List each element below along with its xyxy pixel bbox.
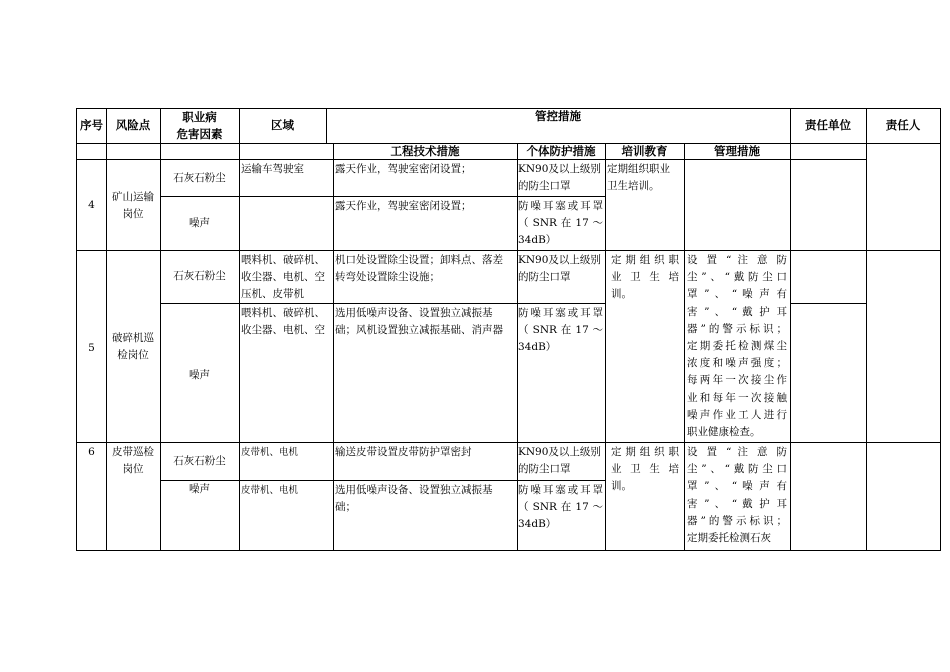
row-6-mgmt-line: 害 ” 、 “ 戴 护 耳 (687, 497, 787, 510)
row-5-risk-point: 破碎机巡 检岗位 (112, 332, 154, 361)
row-5-mgmt-line: 器”的警示标识； (687, 322, 787, 335)
row-4-eng-noise: 露天作业，驾驶室密闭设置； (335, 200, 472, 212)
header-person: 责任人 (885, 118, 921, 132)
row-6-hazard-noise: 噪声 (189, 483, 210, 495)
row-4-area-dust: 运输车驾驶室 (241, 163, 304, 175)
row-4-risk-point: 矿山运输 岗位 (112, 191, 154, 220)
row-5-training-line: 定期组织职 (611, 254, 679, 266)
row-5-ppe-noise-line: 34dB） (518, 341, 557, 354)
row-5-area-noise: 喂料机、破碎机、 收尘器、电机、空 (241, 307, 325, 336)
row-5-mgmt-line: 噪声作业工人进行 (687, 408, 787, 421)
row-5-mgmt-line: 职业健康检查。 (687, 426, 761, 439)
row-4-ppe-dust: KN90及以上级别 的防尘口罩 (518, 163, 601, 192)
row-6-mgmt (687, 444, 787, 547)
row-4-bottom-rule (76, 250, 941, 251)
row-4-ppe-noise (518, 198, 603, 250)
row-6-ppe-noise-line: 34dB） (518, 518, 557, 531)
row-6-mgmt-line: 定期委托检测石灰 (687, 532, 771, 545)
row-4-seq: 4 (88, 199, 95, 211)
row-5-mgmt-line: 浓度和噪声强度； (687, 357, 787, 370)
row-4-ppe-noise-line: 防噪耳塞或耳罩 (518, 200, 603, 212)
row-6-seq: 6 (88, 446, 95, 458)
row-6-area-noise: 皮带机、电机 (241, 485, 299, 496)
row-5-ppe-noise (518, 305, 603, 357)
row-5-mgmt (687, 252, 787, 441)
row-5-training-line: 业 卫 生 培 (611, 271, 679, 284)
row-5-unit-rule (790, 303, 866, 304)
row-5-mgmt-line: 设 置 “ 注 意 防 (687, 254, 787, 266)
header-hazard: 职业病 危害因素 (176, 110, 223, 141)
row-6-mgmt-line: 尘”、“戴防尘口 (687, 463, 787, 476)
row-5-mgmt-line: 害 ” 、 “ 戴 护 耳 (687, 305, 787, 318)
col-rule-area (333, 143, 334, 551)
row-5-mgmt-line: 定期委托检测煤尘 (687, 340, 787, 353)
row-6-mgmt-line: 器”的警示标识； (687, 514, 787, 527)
row-6-ppe-noise-line: （ SNR 在 17 ～ (518, 501, 603, 514)
header-control: 管控措施 (535, 109, 581, 123)
row-6-mgmt-line: 设 置 “ 注 意 防 (687, 446, 787, 458)
table-border-left (76, 108, 77, 551)
row-5-inner-rule (160, 303, 605, 304)
row-6-ppe-noise-line: 防噪耳塞或耳罩 (518, 484, 603, 496)
row-4-hazard-dust: 石灰石粉尘 (173, 172, 226, 184)
table-border-right (940, 108, 941, 551)
header-seq: 序号 (80, 118, 103, 132)
row-5-training-line: 训。 (611, 288, 632, 301)
col-rule-ppe (605, 143, 606, 551)
subheader-training: 培训教育 (621, 144, 668, 158)
subheader-mgmt: 管理措施 (714, 144, 760, 158)
row-4-training: 定期组织职业 卫生培训。 (607, 163, 670, 192)
row-6-eng-noise: 选用低噪声设备、设置独立减振基 础； (335, 484, 493, 513)
row-6-hazard-dust: 石灰石粉尘 (173, 455, 226, 467)
row-5-ppe-dust: KN90及以上级别 的防尘口罩 (518, 254, 601, 283)
row-5-training (611, 252, 679, 304)
row-6-mgmt-line: 罩 ” 、 “ 噪 声 有 (687, 480, 787, 493)
row-5-mgmt-line: 罩 ” 、 “ 噪 声 有 (687, 288, 787, 301)
row-5-seq: 5 (88, 342, 95, 354)
row-4-ppe-noise-line: 34dB） (518, 234, 557, 247)
col-rule-training (684, 143, 685, 551)
row-5-eng-dust: 机口处设置除尘设置；卸料点、落差 转弯处设置除尘设施； (335, 254, 503, 283)
table-border-bottom (76, 550, 941, 551)
row-6-eng-dust: 输送皮带设置皮带防护罩密封 (335, 446, 472, 458)
col-rule-hazard (239, 108, 240, 551)
row-6-training (611, 444, 679, 496)
row-5-mgmt-line: 尘”、“戴防尘口 (687, 271, 787, 284)
row-5-mgmt-line: 业和每年一次接触 (687, 391, 787, 404)
subheader-eng: 工程技术措施 (390, 144, 460, 158)
row-5-eng-noise: 选用低噪声设备、设置独立减振基 础；风机设置独立减振基础、消声器 (335, 307, 503, 336)
row-5-ppe-noise-line: （ SNR 在 17 ～ (518, 324, 603, 337)
row-5-hazard-dust: 石灰石粉尘 (173, 270, 226, 282)
row-6-area-dust: 皮带机、电机 (241, 447, 299, 458)
row-4-ppe-noise-line: （ SNR 在 17 ～ (518, 217, 603, 230)
row-6-training-line: 业 卫 生 培 (611, 463, 679, 476)
row-6-training-line: 定期组织职 (611, 446, 679, 458)
header-area: 区域 (271, 118, 294, 132)
header-unit: 责任单位 (805, 118, 851, 132)
subheader-ppe: 个体防护措施 (526, 144, 596, 158)
row-5-area-dust: 喂料机、破碎机、 收尘器、电机、空 压机、皮带机 (241, 254, 325, 300)
row-6-risk-point: 皮带巡检 岗位 (112, 446, 154, 475)
row-6-training-line: 训。 (611, 480, 632, 493)
col-rule-mgmt (790, 108, 791, 551)
row-4-hazard-noise: 噪声 (189, 217, 210, 229)
row-4-eng-dust: 露天作业，驾驶室密闭设置； (335, 163, 472, 175)
col-rule-unit (866, 108, 867, 551)
row-5-hazard-noise: 噪声 (189, 369, 210, 381)
header-risk-point: 风险点 (115, 118, 151, 132)
row-5-mgmt-line: 每两年一次接尘作 (687, 374, 787, 387)
row-6-ppe-noise (518, 482, 603, 534)
row-6-ppe-dust: KN90及以上级别 的防尘口罩 (518, 446, 601, 475)
row-5-ppe-noise-line: 防噪耳塞或耳罩 (518, 307, 603, 319)
row-5-bottom-rule (76, 442, 941, 443)
row-4-inner-rule (160, 196, 605, 197)
